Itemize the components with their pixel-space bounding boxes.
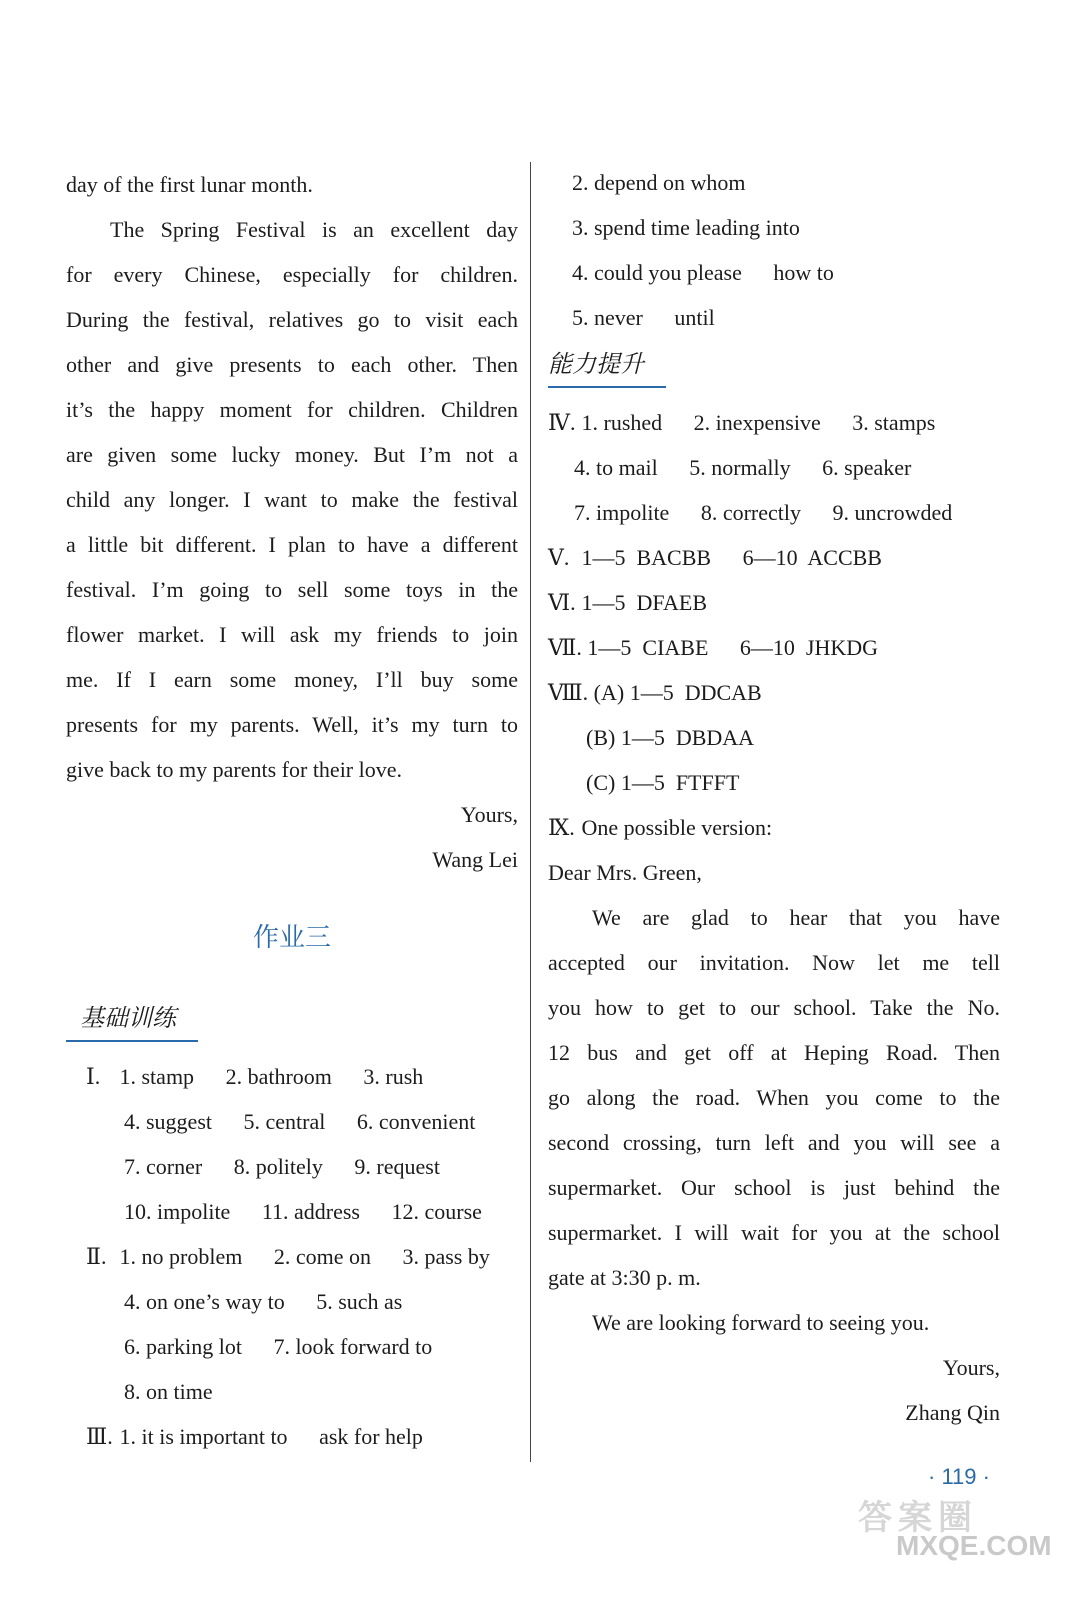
answer: 4. suggest xyxy=(124,1109,212,1134)
essay-line: child any longer. I want to make the festival xyxy=(66,487,518,512)
question-label: Ⅶ. xyxy=(548,635,582,660)
answer: 3. spend time leading into xyxy=(572,215,800,240)
answer: 7. impolite xyxy=(574,500,670,525)
answer: 11. address xyxy=(261,1199,360,1224)
letter-line: We are glad to hear that you have xyxy=(592,905,1000,930)
essay-line: it’s the happy moment for children. Children xyxy=(66,397,518,422)
answer: 8. politely xyxy=(233,1154,323,1179)
letter-signature: Zhang Qin xyxy=(905,1400,1000,1425)
answer: (C) 1—5 FTFFT xyxy=(586,770,740,795)
answer-block-q3 xyxy=(66,1414,518,1459)
answer-block-q6 xyxy=(548,580,1000,625)
answer: 5. never xyxy=(572,305,643,330)
essay-line: for every Chinese, especially for children. xyxy=(66,262,518,287)
answer: 4. could you please xyxy=(572,260,742,285)
question-label: Ⅵ. xyxy=(548,590,576,615)
answer-block-q9 xyxy=(548,805,1000,850)
essay-signature: Wang Lei xyxy=(432,847,518,872)
column-divider xyxy=(530,162,531,1462)
essay-closing: Yours, xyxy=(460,802,518,827)
question-label: Ⅰ. xyxy=(86,1064,101,1089)
answer-block-q3-continued xyxy=(548,160,1000,340)
answer: until xyxy=(674,305,715,330)
letter-line: second crossing, turn left and you will see a xyxy=(548,1130,1000,1155)
letter-closing: Yours, xyxy=(942,1355,1000,1380)
answer: 1—5 BACBB xyxy=(581,545,712,570)
essay-line: give back to my parents for their love. xyxy=(66,757,403,782)
question-label: Ⅸ. xyxy=(548,815,575,840)
letter-line: you how to get to our school. Take the No. xyxy=(548,995,1000,1020)
section-title-basic: 基础训练 xyxy=(66,1000,198,1042)
answer: 1—5 CIABE xyxy=(587,635,709,660)
letter xyxy=(548,850,1000,1435)
answer: 2. inexpensive xyxy=(693,410,821,435)
answer: 5. central xyxy=(243,1109,326,1134)
answer: 1—5 DFAEB xyxy=(581,590,707,615)
essay-line: The Spring Festival is an excellent day xyxy=(110,217,518,242)
question-label: Ⅱ. xyxy=(86,1244,107,1269)
answer: 6—10 JHKDG xyxy=(739,635,879,660)
answer: 1. no problem xyxy=(119,1244,243,1269)
answer: 8. correctly xyxy=(700,500,801,525)
watermark-text-top: 答案圈 xyxy=(858,1499,978,1537)
letter-paragraph xyxy=(548,895,1000,1300)
essay-line: are given some lucky money. But I’m not a xyxy=(66,442,518,467)
letter-line: We are looking forward to seeing you. xyxy=(592,1310,930,1335)
answer-block-q1 xyxy=(66,1054,518,1234)
letter-line: supermarket. I will wait for you at the school xyxy=(548,1220,1000,1245)
homework-title: 作业三 xyxy=(252,923,331,953)
essay-line: During the festival, relatives go to visit each xyxy=(66,307,518,332)
answer: 6. speaker xyxy=(822,455,912,480)
right-column xyxy=(548,160,1000,1435)
answer-block-q5 xyxy=(548,535,1000,580)
letter-line: accepted our invitation. Now let me tell xyxy=(548,950,1000,975)
answer: 1. stamp xyxy=(119,1064,195,1089)
section-title-ability: 能力提升 xyxy=(548,346,666,388)
answer-block-q8 xyxy=(548,670,1000,805)
answer-block-q4 xyxy=(548,400,1000,535)
essay-line: a little bit different. I plan to have a different xyxy=(66,532,518,557)
answer: 7. corner xyxy=(124,1154,203,1179)
letter-paragraph xyxy=(548,1300,1000,1345)
answer: how to xyxy=(773,260,834,285)
answer: 3. pass by xyxy=(402,1244,490,1269)
essay-line: flower market. I will ask my friends to join xyxy=(66,622,518,647)
answer-block-q2 xyxy=(66,1234,518,1414)
answer: (B) 1—5 DBDAA xyxy=(586,725,755,750)
letter-greeting: Dear Mrs. Green, xyxy=(548,860,702,885)
letter-line: 12 bus and get off at Heping Road. Then xyxy=(548,1040,1000,1065)
letter-line: go along the road. When you come to the xyxy=(548,1085,1000,1110)
answer: 4. to mail xyxy=(574,455,658,480)
left-column xyxy=(66,162,518,1459)
answer: 6. convenient xyxy=(356,1109,476,1134)
answer: (A) 1—5 DDCAB xyxy=(593,680,762,705)
question-label: Ⅷ. xyxy=(548,680,589,705)
watermark-text-bottom: MXQE.COM xyxy=(896,1530,1052,1561)
letter-line: supermarket. Our school is just behind the xyxy=(548,1175,1000,1200)
answer: 6. parking lot xyxy=(124,1334,242,1359)
essay-line: presents for my parents. Well, it’s my turn to xyxy=(66,712,518,737)
answer: 1. it is important to xyxy=(119,1424,288,1449)
answer: 8. on time xyxy=(124,1379,213,1404)
question-label: Ⅴ. xyxy=(548,545,570,570)
essay-line: festival. I’m going to sell some toys in the xyxy=(66,577,518,602)
answer-block-q7 xyxy=(548,625,1000,670)
answer: ask for help xyxy=(319,1424,423,1449)
answer: 2. bathroom xyxy=(225,1064,332,1089)
answer: 1. rushed xyxy=(581,410,663,435)
answer: 3. rush xyxy=(363,1064,424,1089)
answer: 2. depend on whom xyxy=(572,170,746,195)
answer: 3. stamps xyxy=(852,410,936,435)
question-label: Ⅲ. xyxy=(86,1424,113,1449)
essay-line: day of the first lunar month. xyxy=(66,172,313,197)
essay-paragraph xyxy=(66,207,518,792)
answer: 2. come on xyxy=(273,1244,371,1269)
answer: One possible version: xyxy=(581,815,773,840)
question-label: Ⅳ. xyxy=(548,410,576,435)
answer: 9. request xyxy=(354,1154,440,1179)
answer: 12. course xyxy=(391,1199,482,1224)
answer: 4. on one’s way to xyxy=(124,1289,285,1314)
answer: 7. look forward to xyxy=(273,1334,433,1359)
answer: 6—10 ACCBB xyxy=(742,545,882,570)
answer: 5. normally xyxy=(689,455,791,480)
answer: 5. such as xyxy=(316,1289,403,1314)
essay-line: other and give presents to each other. Then xyxy=(66,352,518,377)
answer: 10. impolite xyxy=(124,1199,231,1224)
letter-line: gate at 3:30 p. m. xyxy=(548,1265,701,1290)
answer: 9. uncrowded xyxy=(832,500,953,525)
page-number: · 119 · xyxy=(928,1464,990,1489)
essay-line: me. If I earn some money, I’ll buy some xyxy=(66,667,518,692)
